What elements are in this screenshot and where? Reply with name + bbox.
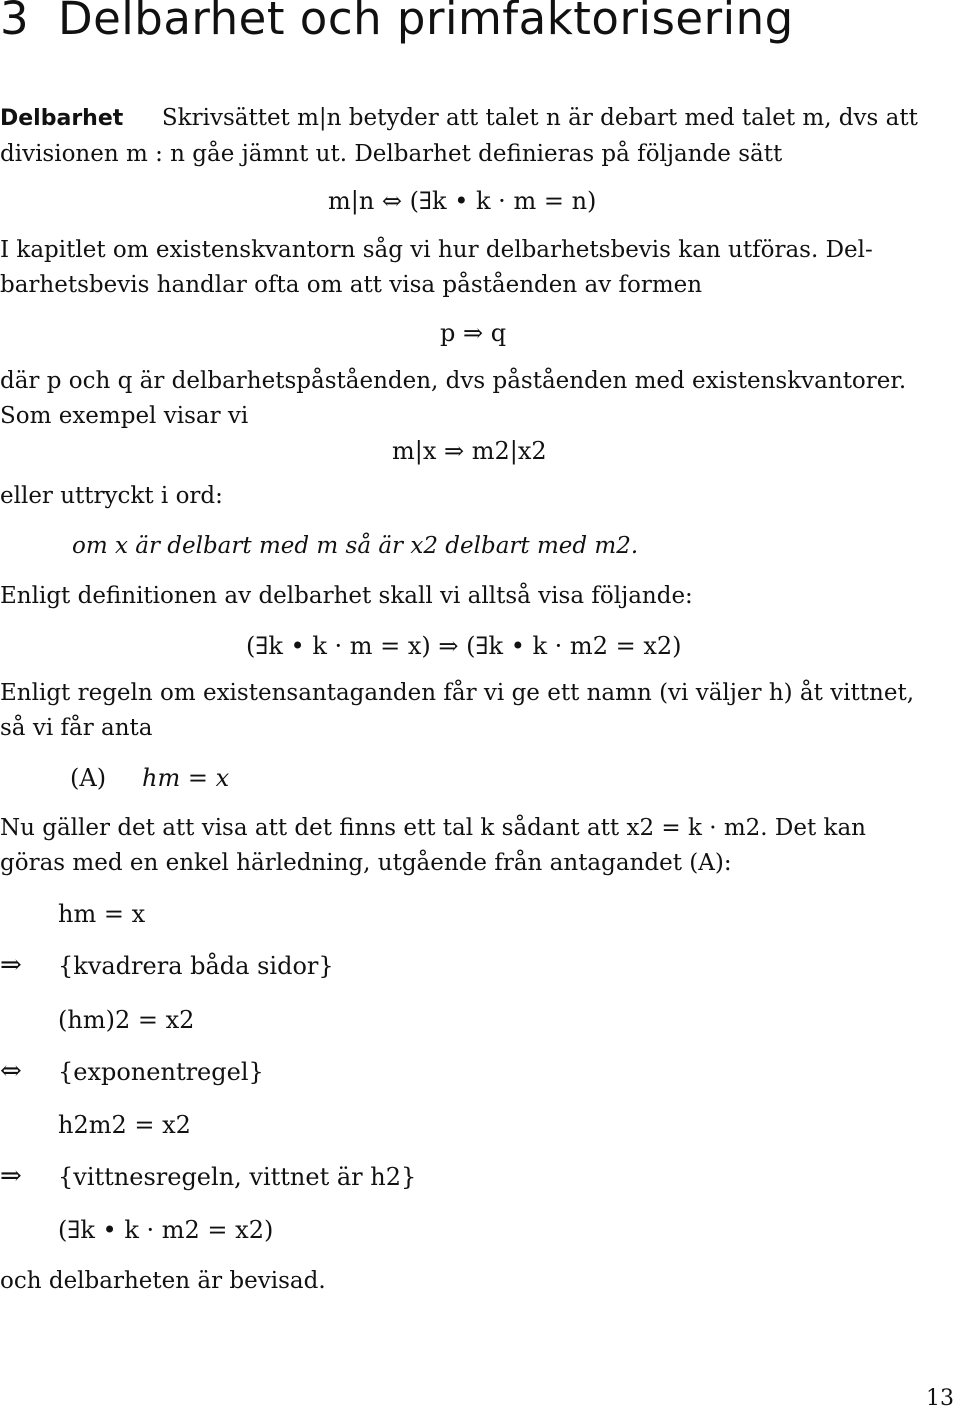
assumption-formula: hm = x bbox=[142, 764, 230, 792]
section-number: 3 bbox=[0, 0, 30, 45]
conclusion: och delbarheten är bevisad. bbox=[0, 1268, 326, 1294]
derivation-step-1: hm = x bbox=[58, 900, 146, 928]
section-title-text: Delbarhet och primfaktorisering bbox=[57, 0, 794, 45]
equivalence-icon: ⇔ bbox=[0, 1056, 22, 1086]
intro-line-12: göras med en enkel härledning, utgående från antagandet (A): bbox=[0, 850, 732, 876]
intro-line-3: I kapitlet om existenskvantorn såg vi hur delbarhetsbevis kan utföras. Del- bbox=[0, 237, 873, 263]
assumption-label: (A) bbox=[70, 764, 107, 792]
intro-line-2: divisionen m : n gåe jämnt ut. Delbarhet definieras på följande sätt bbox=[0, 141, 783, 167]
derivation-step-3: h2m2 = x2 bbox=[58, 1111, 191, 1139]
implies-icon: ⇒ bbox=[0, 950, 22, 980]
section-title bbox=[0, 0, 794, 45]
intro-line-6: Som exempel visar vi bbox=[0, 403, 249, 429]
goal-formula: (∃k • k · m = x) ⇒ (∃k • k · m2 = x2) bbox=[246, 632, 682, 660]
intro-line-10: så vi får anta bbox=[0, 715, 153, 741]
derivation-hint-2: {exponentregel} bbox=[58, 1058, 264, 1086]
example-in-words: om x är delbart med m så är x2 delbart med m2. bbox=[72, 533, 639, 559]
implies-icon: ⇒ bbox=[0, 1161, 22, 1191]
intro-line-11: Nu gäller det att visa att det finns ett tal k sådant att x2 = k · m2. Det kan bbox=[0, 815, 866, 841]
derivation-step-4: (∃k • k · m2 = x2) bbox=[58, 1216, 274, 1244]
intro-line-7: eller uttryckt i ord: bbox=[0, 483, 223, 509]
derivation-hint-3: {vittnesregeln, vittnet är h2} bbox=[58, 1163, 417, 1191]
intro-line-9: Enligt regeln om existensantaganden får vi ge ett namn (vi väljer h) åt vittnet, bbox=[0, 680, 915, 706]
paragraph-heading: Delbarhet bbox=[0, 106, 124, 131]
derivation-step-2: (hm)2 = x2 bbox=[58, 1006, 195, 1034]
derivation-hint-1: {kvadrera båda sidor} bbox=[58, 952, 334, 980]
intro-line-1-text: Skrivsättet m|n betyder att talet n är debart med talet m, dvs att bbox=[161, 105, 918, 131]
intro-line-5: där p och q är delbarhetspåståenden, dvs påståenden med existenskvantorer. bbox=[0, 368, 907, 394]
intro-line-1 bbox=[0, 103, 918, 134]
intro-line-8: Enligt definitionen av delbarhet skall vi alltså visa följande: bbox=[0, 583, 693, 609]
example-formula: m|x ⇒ m2|x2 bbox=[392, 437, 547, 465]
page-number: 13 bbox=[926, 1386, 954, 1411]
intro-line-4: barhetsbevis handlar ofta om att visa påståenden av formen bbox=[0, 272, 703, 298]
implication-formula: p ⇒ q bbox=[440, 319, 507, 347]
definition-formula: m|n ⇔ (∃k • k · m = n) bbox=[328, 187, 597, 215]
